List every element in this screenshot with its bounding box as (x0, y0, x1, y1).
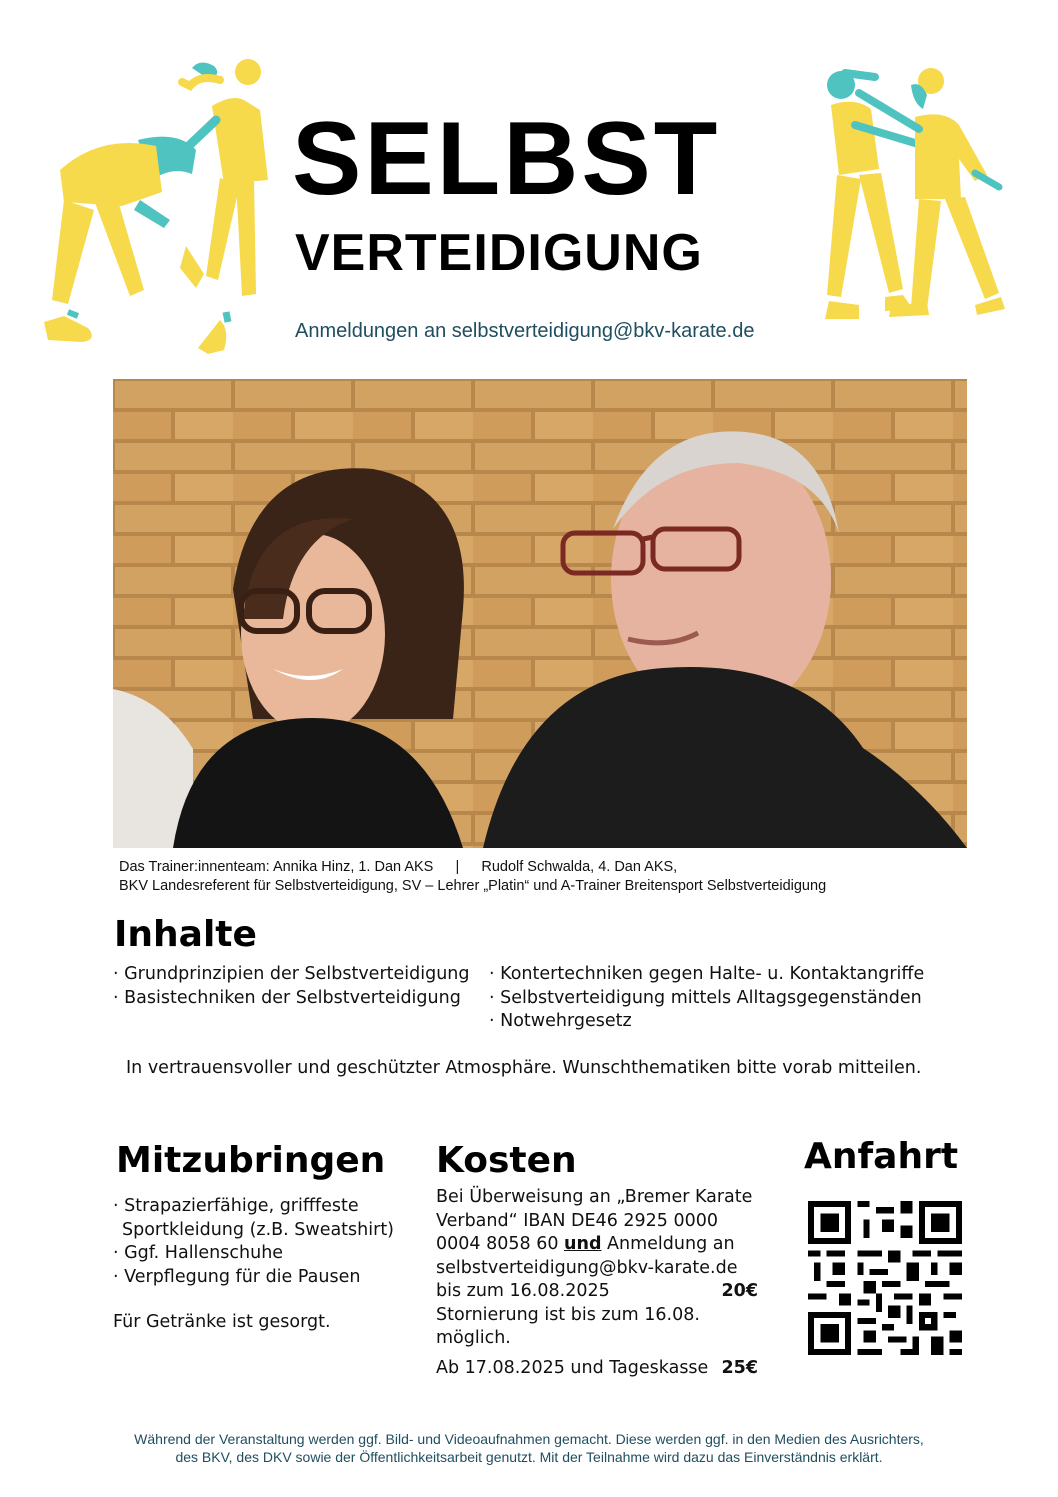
list-item: · Ggf. Hallenschuhe (113, 1243, 284, 1263)
qr-code-icon[interactable] (808, 1200, 962, 1356)
caption-trainer-2: Rudolf Schwalda, 4. Dan AKS, (481, 859, 678, 875)
kosten-line: Verband“ IBAN DE46 2925 0000 (436, 1210, 719, 1231)
list-item: · Grundprinzipien der Selbstverteidigung (113, 964, 470, 984)
mitzubringen-list (113, 1195, 394, 1289)
title-verteidigung: VERTEIDIGUNG (295, 224, 703, 282)
kosten-email: selbstverteidigung@bkv-karate.de (436, 1257, 738, 1278)
kosten-deadline: bis zum 16.08.2025 (436, 1281, 610, 1301)
drinks-note: Für Getränke ist gesorgt. (113, 1312, 331, 1332)
footer-line: Während der Veranstaltung werden ggf. Bild- und Videoaufnahmen gemacht. Diese werden ggf. in den Medien des Ausrichters, (134, 1431, 924, 1447)
heading-anfahrt: Anfahrt (804, 1136, 959, 1177)
kosten-und: und (564, 1234, 602, 1254)
atmosphere-note: In vertrauensvoller und geschützter Atmosphäre. Wunschthematiken bitte vorab mitteilen. (126, 1058, 922, 1078)
price-early: 20€ (721, 1281, 758, 1301)
photo-caption (119, 858, 999, 896)
footer-line: des BKV, des DKV sowie der Öffentlichkeitsarbeit genutzt. Mit der Teilnahme wird dazu das Einverständnis erklärt. (175, 1449, 883, 1465)
list-item: · Selbstverteidigung mittels Alltagsgegenständen (489, 987, 922, 1008)
title-selbst: SELBST (292, 101, 721, 217)
kosten-line (436, 1233, 766, 1257)
heading-mitzubringen: Mitzubringen (116, 1140, 386, 1181)
list-item: · Verpflegung für die Pausen (113, 1266, 361, 1287)
kosten-price-row-late (436, 1357, 758, 1381)
list-item: · Strapazierfähige, grifffeste (113, 1196, 359, 1216)
heading-kosten: Kosten (436, 1140, 577, 1181)
list-item: · Kontertechniken gegen Halte- u. Kontaktangriffe (489, 964, 925, 984)
list-item: Sportkleidung (z.B. Sweatshirt) (122, 1219, 395, 1240)
self-defense-figures-right (815, 65, 1015, 330)
kosten-line: Bei Überweisung an „Bremer Karate (436, 1187, 753, 1207)
caption-trainer-2-role: BKV Landesreferent für Selbstverteidigung, SV – Lehrer „Platin“ und A-Trainer Breitensport Selbstverteidigung (119, 878, 827, 894)
inhalte-list-left (113, 963, 470, 1010)
caption-trainer-1: Das Trainer:innenteam: Annika Hinz, 1. Dan AKS (119, 859, 434, 875)
self-defense-figures-left (40, 50, 275, 360)
heading-inhalte: Inhalte (114, 914, 257, 955)
kosten-text: 0004 8058 60 (436, 1234, 565, 1254)
footer-disclaimer (40, 1430, 1018, 1466)
caption-separator: | (455, 859, 460, 875)
trainer-team-photo (113, 379, 967, 848)
kosten-late-label: Ab 17.08.2025 und Tageskasse (436, 1357, 709, 1378)
registration-text: Anmeldungen an selbstverteidigung@bkv-karate.de (295, 320, 755, 342)
list-item: · Basistechniken der Selbstverteidigung (113, 987, 461, 1008)
kosten-price-row-early (436, 1280, 758, 1304)
list-item: · Notwehrgesetz (489, 1011, 632, 1031)
kosten-block (436, 1186, 766, 1380)
kosten-cancellation: Stornierung ist bis zum 16.08. möglich. (436, 1304, 700, 1348)
inhalte-list-right (489, 963, 924, 1034)
price-late: 25€ (721, 1357, 758, 1378)
kosten-text: Anmeldung an (601, 1234, 735, 1254)
